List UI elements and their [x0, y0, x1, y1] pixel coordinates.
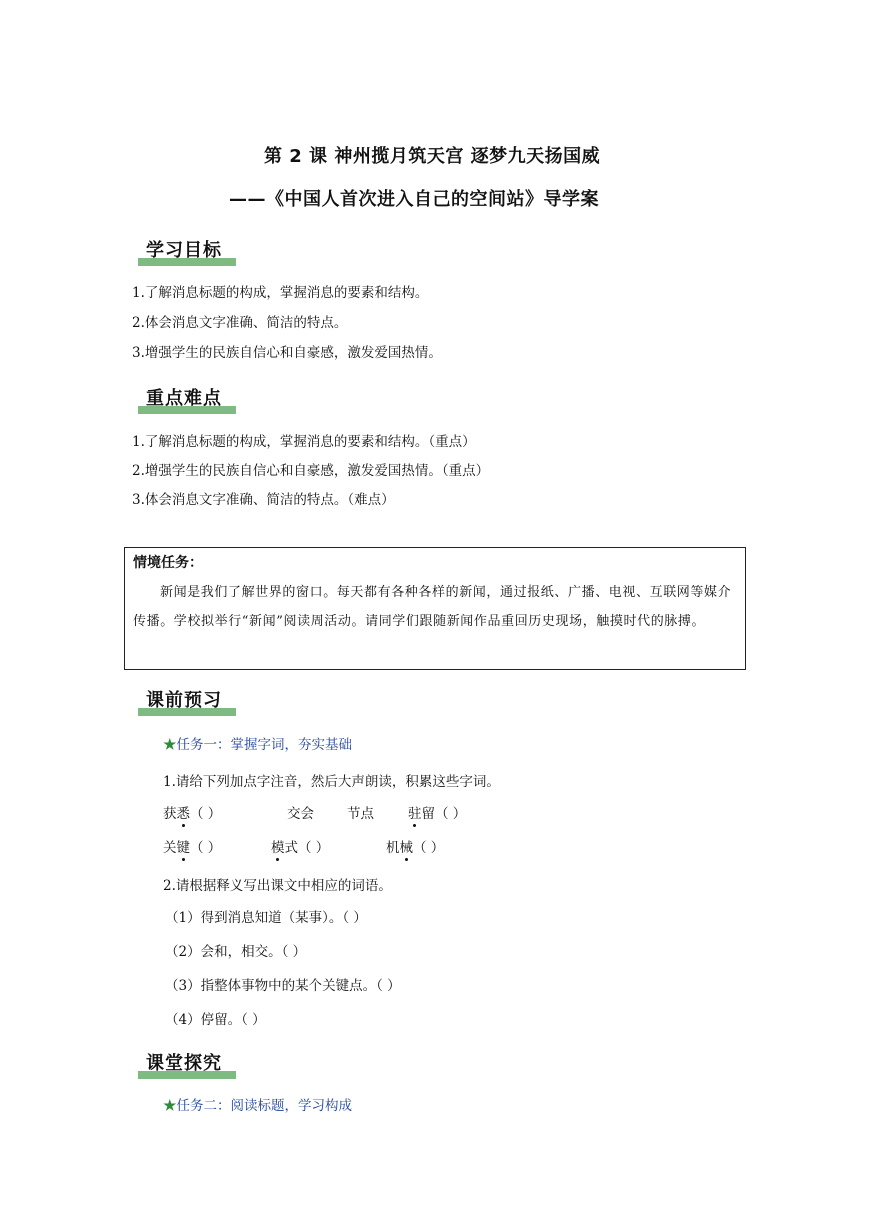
- section-heading-text: 课前预习: [146, 690, 222, 711]
- key-point-item: 1.了解消息标题的构成，掌握消息的要素和结构。（重点）: [132, 434, 476, 450]
- section-heading-goals: [138, 236, 236, 266]
- dotted-char: 械: [400, 836, 414, 856]
- dotted-char: 键: [177, 836, 191, 856]
- star-icon: ★: [163, 1098, 177, 1114]
- definition-item: （1）得到消息知道（某事）。（ ）: [165, 910, 367, 926]
- section-heading-key-points: [138, 384, 236, 414]
- section-heading-explore: [138, 1049, 236, 1079]
- section-heading-text: 重点难点: [146, 388, 222, 409]
- word-item: 交会: [287, 806, 314, 822]
- goal-item: 2.体会消息文字准确、简洁的特点。: [132, 315, 348, 331]
- question-2: 2.请根据释义写出课文中相应的词语。: [163, 878, 392, 894]
- word-item: 关键（ ）: [163, 836, 221, 856]
- dotted-char: 悉: [177, 802, 191, 822]
- section-heading-text: 课堂探究: [146, 1053, 222, 1074]
- key-point-item: 2.增强学生的民族自信心和自豪感，激发爱国热情。（重点）: [132, 463, 490, 479]
- definition-item: （2）会和，相交。（ ）: [165, 944, 307, 960]
- word-item: 获悉（ ）: [163, 802, 221, 822]
- document-title: 第 2 课 神州揽月筑天宫 逐梦九天扬国威: [264, 146, 601, 167]
- star-icon: ★: [163, 737, 177, 753]
- word-item: 节点: [347, 806, 374, 822]
- section-heading-preview: [138, 686, 236, 716]
- task-title: 任务二：阅读标题，学习构成: [176, 1098, 352, 1114]
- definition-item: （3）指整体事物中的某个关键点。（ ）: [165, 978, 401, 994]
- task-title: 任务一：掌握字词，夯实基础: [176, 737, 352, 753]
- goal-item: 1.了解消息标题的构成，掌握消息的要素和结构。: [132, 285, 429, 301]
- key-point-item: 3.体会消息文字准确、简洁的特点。（难点）: [132, 492, 395, 508]
- scenario-task-box: [124, 547, 746, 670]
- definition-item: （4）停留。（ ）: [165, 1012, 266, 1028]
- scenario-paragraph: 新闻是我们了解世界的窗口。每天都有各种各样的新闻，通过报纸、广播、电视、互联网等媒介传播。学校拟举行“新闻”阅读周活动。请同学们跟随新闻作品重回历史现场，触摸时代的脉搏。: [133, 585, 732, 629]
- scenario-label: 情境任务：: [133, 555, 203, 571]
- document-subtitle: ——《中国人首次进入自己的空间站》导学案: [229, 189, 599, 210]
- question-1: 1.请给下列加点字注音，然后大声朗读，积累这些字词。: [163, 774, 500, 790]
- dotted-char: 驻: [408, 802, 422, 822]
- word-item: 机械（ ）: [386, 836, 444, 856]
- task-two-heading: [163, 1094, 352, 1114]
- word-item: 驻留（ ）: [408, 802, 466, 822]
- task-one-heading: [163, 733, 352, 753]
- section-heading-text: 学习目标: [146, 240, 222, 261]
- word-item: 模式（ ）: [271, 836, 329, 856]
- goal-item: 3.增强学生的民族自信心和自豪感，激发爱国热情。: [132, 345, 442, 361]
- dotted-char: 模: [271, 836, 285, 856]
